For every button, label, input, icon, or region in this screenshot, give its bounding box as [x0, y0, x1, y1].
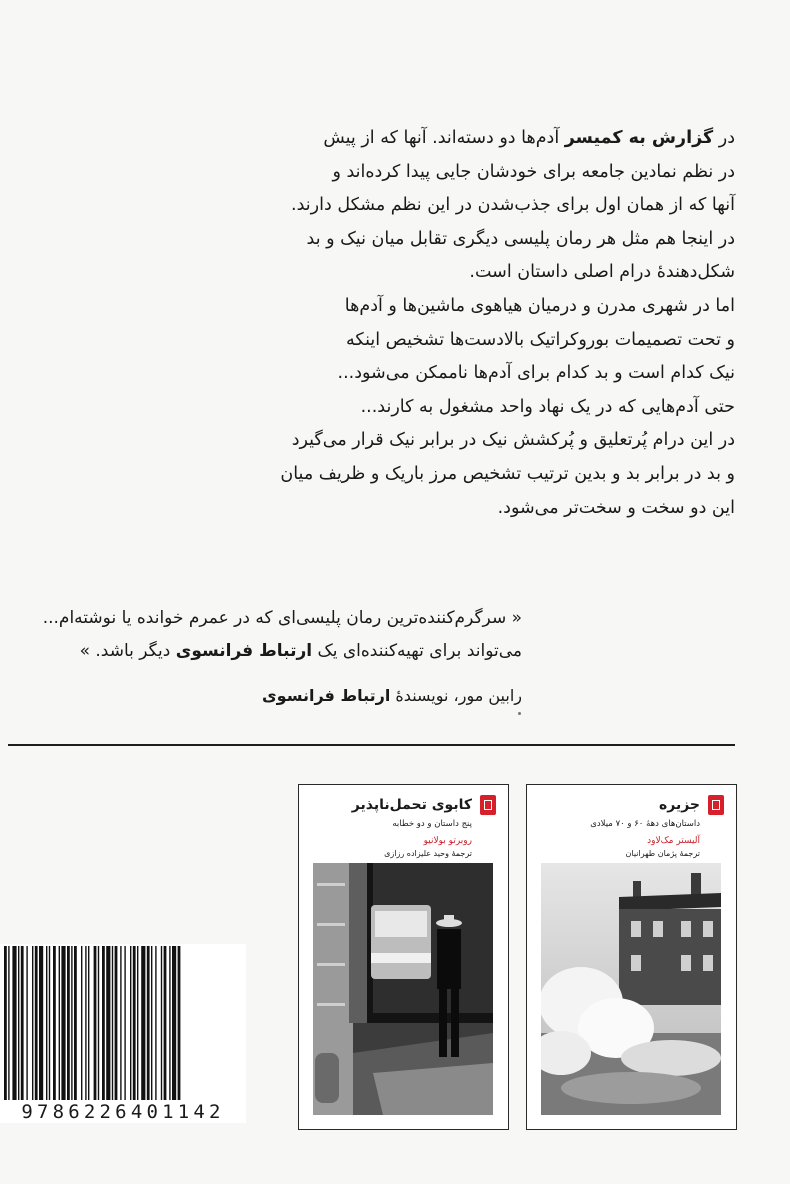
- description-line: در گزارش به کمیسر آدم‌ها دو دسته‌اند. آنها که از پیش: [323, 128, 735, 148]
- book-title: کابوی تحمل‌ناپذیر: [351, 797, 472, 813]
- description-line: این دو سخت و سخت‌تر می‌شود.: [497, 497, 735, 518]
- print-speck: [518, 712, 521, 715]
- quote-attribution: رابین مور، نویسندهٔ ارتباط فرانسوی: [262, 686, 522, 705]
- book-translator: ترجمهٔ پژمان طهرانیان: [625, 849, 700, 858]
- quote-line-2: می‌تواند برای تهیه‌کننده‌ای یک ارتباط فرانسوی دیگر باشد. »: [79, 641, 522, 661]
- book-ad-cowboy: [298, 784, 509, 1130]
- description-line: در نظم نمادین جامعه برای خودشان جایی پیدا کرده‌اند و: [332, 161, 735, 182]
- isbn-barcode: [0, 944, 246, 1122]
- book-subtitle: داستان‌های دههٔ ۶۰ و ۷۰ میلادی: [590, 819, 700, 829]
- description-line: حتی آدم‌هایی که در یک نهاد واحد مشغول به کارند...: [360, 396, 735, 417]
- book-title: جزیره: [658, 797, 700, 813]
- publisher-logo-icon: [708, 795, 724, 815]
- review-quote: [10, 602, 522, 668]
- barcode-bars: [0, 944, 246, 1104]
- book-subtitle: پنج داستان و دو خطابه: [392, 819, 472, 829]
- book-author: روبرتو بولانیو: [423, 836, 472, 846]
- quote-line-1: « سرگرم‌کننده‌ترین رمان پلیسی‌ای که در عمرم خوانده یا نوشته‌ام...: [42, 608, 522, 628]
- quote-bold-title: ارتباط فرانسوی: [175, 641, 313, 661]
- book-author: آلیستر مک‌لاود: [647, 836, 700, 846]
- description-line: شکل‌دهندهٔ درام اصلی داستان است.: [469, 262, 735, 283]
- book-translator: ترجمهٔ وحید علیزاده رزازی: [384, 849, 472, 858]
- cover-photo-cowboy: [313, 863, 493, 1115]
- description-line: در اینجا هم مثل هر رمان پلیسی دیگری تقابل میان نیک و بد: [306, 228, 735, 249]
- description-line: در این درام پُرتعلیق و پُرکشش نیک در برابر نیک قرار می‌گیرد: [291, 430, 735, 451]
- divider-rule: [8, 744, 735, 746]
- description-line: و بد در برابر بد و بدین ترتیب تشخیص مرز باریک و ظریف میان: [280, 463, 735, 484]
- book-ad-island: [526, 784, 737, 1130]
- publisher-logo-icon: [480, 795, 496, 815]
- description-line: اما در شهری مدرن و درمیان هیاهوی ماشین‌ها و آدم‌ها: [344, 295, 735, 316]
- cover-photo-island: [541, 863, 721, 1115]
- back-cover-description: [255, 122, 735, 525]
- description-line: نیک کدام است و بد کدام برای آدم‌ها ناممکن می‌شود...: [337, 363, 735, 384]
- isbn-number: 9786226401142: [0, 1101, 246, 1123]
- description-line: آنها که از همان اول برای جذب‌شدن در این نظم مشکل دارند.: [291, 195, 735, 216]
- description-line: و تحت تصمیمات بوروکراتیک بالادست‌ها تشخیص اینکه: [346, 329, 735, 350]
- book-title-inline: گزارش به کمیسر: [564, 128, 714, 148]
